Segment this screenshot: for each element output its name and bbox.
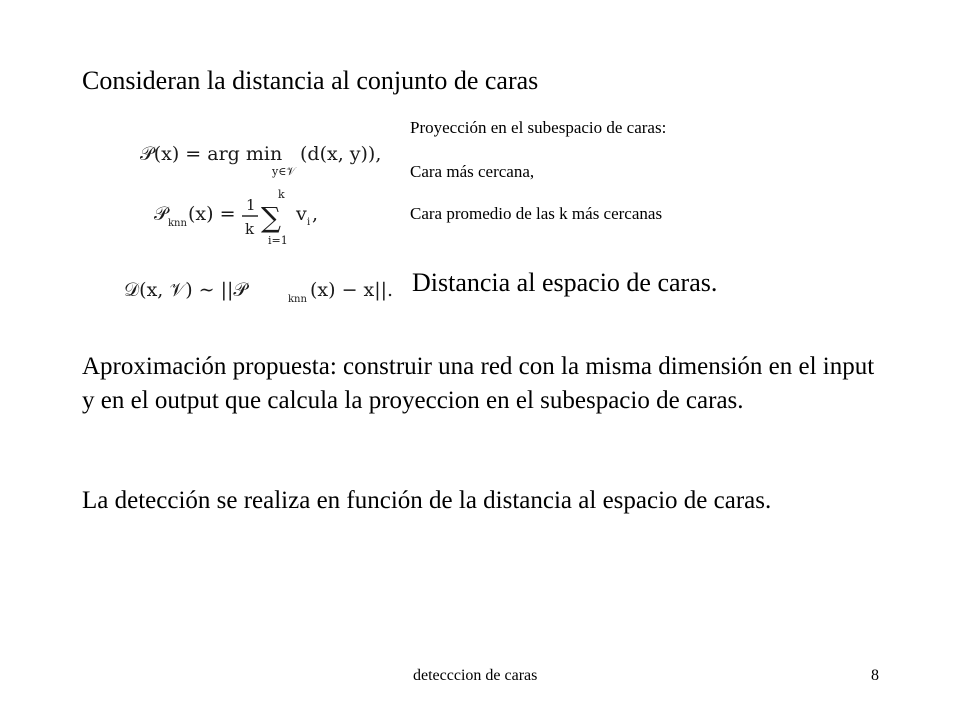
formula-2-lhs: 𝒫 [154,203,168,225]
formula-2-sum: ∑ [261,201,281,234]
formula-3-lhs: 𝒟(x, 𝒱) ∼ ||𝒫 [124,279,248,301]
projection-formulas-image [136,130,382,250]
formula-2-mid: (x) = [188,203,236,225]
paragraph-approach: Aproximación propuesta: construir una red con la misma dimensión en el input y en el output que calcula la proyeccion en el subespacio de caras. [82,353,875,414]
distance-formula-image [122,270,402,310]
paragraph-detection: La detección se realiza en función de la distancia al espacio de caras. [82,487,772,514]
formula-2-rhs-subscript: i [307,217,311,228]
formula-2-rhs: v [296,203,307,225]
note-nearest-face: Cara más cercana, [410,162,535,181]
distance-label: Distancia al espacio de caras. [412,268,718,297]
formula-3-subscript: knn [288,294,307,305]
formula-1-subscript: y∈𝒱 [272,165,296,178]
formula-1-lhs: 𝒫(x) = arg min [140,143,283,165]
formula-2-fraction-denominator: k [245,220,255,238]
formula-2-lhs-subscript: knn [168,218,187,229]
footer-text: detecccion de caras [413,667,538,684]
note-average-k-nearest: Cara promedio de las k más cercanas [410,204,663,223]
formula-2-fraction-numerator: 1 [246,196,256,214]
formula-1-rhs: (d(x, y)), [300,143,382,165]
formula-3-rhs: (x) − x||. [310,279,394,301]
note-projection: Proyección en el subespacio de caras: [410,118,667,137]
slide-title: Consideran la distancia al conjunto de caras [82,66,539,95]
formula-2-end: , [312,203,319,225]
formula-2-sum-top: k [278,188,285,201]
formula-2-sum-bottom: i=1 [268,234,288,247]
page-number: 8 [871,667,879,684]
